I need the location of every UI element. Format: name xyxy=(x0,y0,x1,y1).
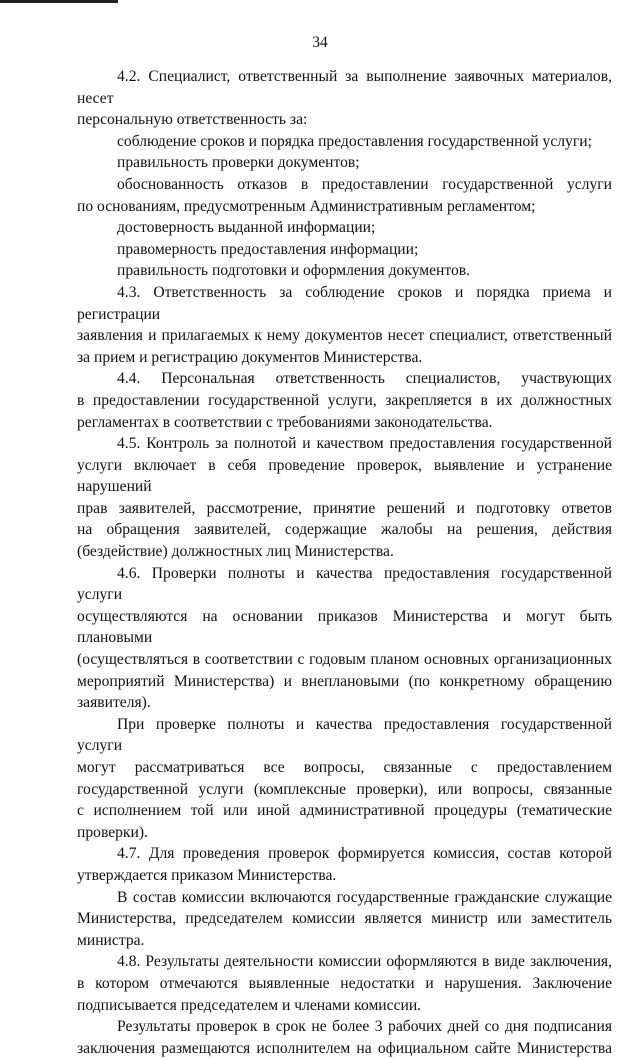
text-line: министра. xyxy=(77,931,145,949)
text-line: персональную ответственность за: xyxy=(77,111,308,129)
text-line: утверждается приказом Министерства. xyxy=(77,866,337,884)
text-line: регламентах в соответствии с требованиями законодательства. xyxy=(77,413,493,431)
text-line: правильность проверки документов; xyxy=(117,154,360,172)
text-line: в предоставлении государственной услуги, закрепляется в их должностных xyxy=(77,391,612,409)
text-line: обоснованность отказов в предоставлении государственной услуги xyxy=(117,175,612,193)
text-line: Министерства, председателем комиссии является министр или заместитель xyxy=(77,910,612,928)
text-line: правильность подготовки и оформления документов. xyxy=(117,262,471,280)
text-line: заявления и прилагаемых к нему документов несет специалист, ответственный xyxy=(77,327,612,345)
text-line: (бездействие) должностных лиц Министерства. xyxy=(77,543,394,561)
text-line: 4.3. Ответственность за соблюдение сроков и порядка приема и регистрации xyxy=(77,283,612,323)
text-line: 4.7. Для проведения проверок формируется комиссия, состав которой xyxy=(117,845,612,863)
text-line: (осуществляться в соответствии с годовым планом основных организационных xyxy=(77,651,612,669)
text-line: осуществляются на основании приказов Министерства и могут быть плановыми xyxy=(77,607,612,647)
text-line: услуги включает в себя проведение проверок, выявление и устранение нарушений xyxy=(77,456,612,496)
text-line: достоверность выданной информации; xyxy=(117,219,376,237)
text-line: заявителя). xyxy=(77,694,151,712)
text-line: мероприятий Министерства) и внеплановыми (по конкретному обращению xyxy=(77,672,612,690)
document-body xyxy=(77,66,612,1059)
text-line: В состав комиссии включаются государственные гражданские служащие xyxy=(117,888,612,906)
text-line: проверки). xyxy=(77,823,148,841)
page-number: 34 xyxy=(312,34,328,51)
text-line: заключения размещаются исполнителем на официальном сайте Министерства xyxy=(77,1039,612,1057)
text-line: правомерность предоставления информации; xyxy=(117,240,419,258)
text-line: в котором отмечаются выявленные недостатки и нарушения. Заключение xyxy=(77,974,612,992)
text-line: государственной услуги (комплексные проверки), или вопросы, связанные xyxy=(77,780,612,798)
text-line: подписывается председателем и членами комиссии. xyxy=(77,996,422,1014)
text-line: Результаты проверок в срок не более 3 рабочих дней со дня подписания xyxy=(117,1018,612,1036)
text-line: по основаниям, предусмотренным Административным регламентом; xyxy=(77,197,536,215)
text-line: соблюдение сроков и порядка предоставления государственной услуги; xyxy=(117,132,592,150)
scan-top-line xyxy=(0,0,118,3)
text-line: с исполнением той или иной административной процедуры (тематические xyxy=(77,802,612,820)
text-line: 4.5. Контроль за полнотой и качеством предоставления государственной xyxy=(117,435,612,453)
text-line: на обращения заявителей, содержащие жалобы на решения, действия xyxy=(77,521,612,539)
text-line: 4.4. Персональная ответственность специалистов, участвующих xyxy=(117,370,612,388)
text-line: 4.6. Проверки полноты и качества предоставления государственной услуги xyxy=(77,564,612,604)
text-line: 4.2. Специалист, ответственный за выполнение заявочных материалов, несет xyxy=(77,68,612,107)
text-line: могут рассматриваться все вопросы, связанные с предоставлением xyxy=(77,759,612,776)
text-line: за прием и регистрацию документов Министерства. xyxy=(77,348,423,366)
text-line: прав заявителей, рассмотрение, принятие решений и подготовку ответов xyxy=(77,499,612,517)
text-line: При проверке полноты и качества предоставления государственной услуги xyxy=(77,715,612,755)
text-line: 4.8. Результаты деятельности комиссии оформляются в виде заключения, xyxy=(117,953,612,971)
